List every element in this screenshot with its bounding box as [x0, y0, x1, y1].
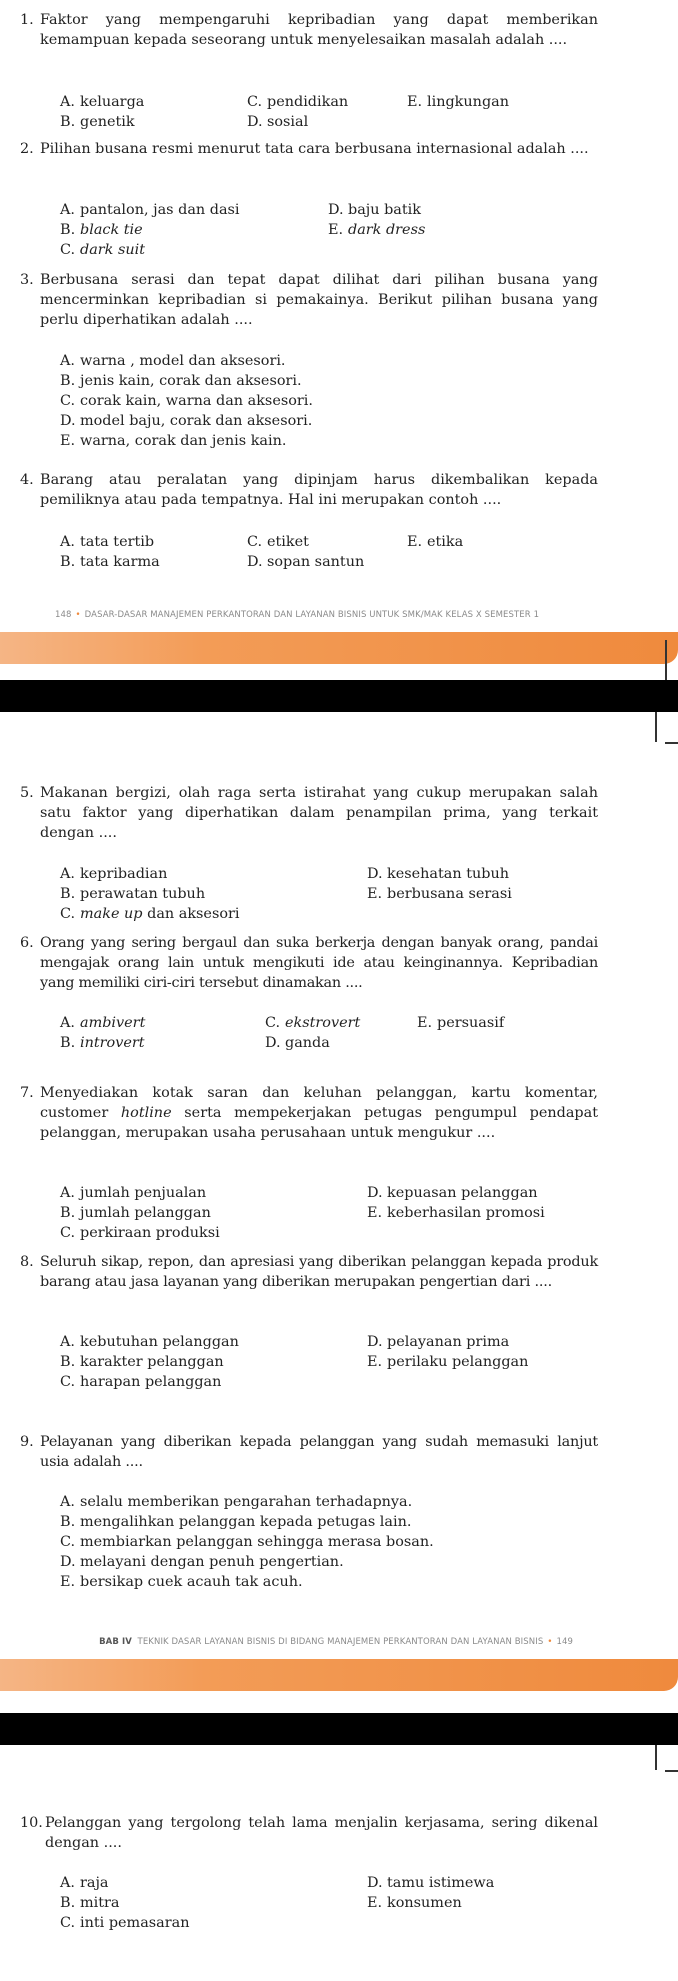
option-d[interactable]: D. kepuasan pelanggan [367, 1185, 538, 1201]
question-stem [20, 470, 598, 510]
option-d[interactable]: D. sopan santun [247, 554, 365, 570]
question-text: Makanan bergizi, olah raga serta istirahat yang cukup merupakan salah satu faktor yang diperhatikan dalam penampilan prima, yang terkait dengan .... [40, 785, 598, 841]
option-a[interactable]: A. warna , model dan aksesori. [60, 353, 286, 369]
page-number: 148 [55, 610, 72, 620]
question-text: Pelanggan yang tergolong telah lama menjalin kerjasama, sering dikenal dengan .... [45, 1815, 598, 1851]
option-b[interactable]: B. jumlah pelanggan [60, 1205, 211, 1221]
option-b[interactable]: B. jenis kain, corak dan aksesori. [60, 373, 302, 389]
question-number: 8. [20, 1254, 34, 1270]
option-a[interactable]: A. kebutuhan pelanggan [60, 1334, 239, 1350]
option-c[interactable]: C. make up dan aksesori [60, 906, 240, 922]
option-e[interactable]: E. konsumen [367, 1895, 462, 1911]
option-c[interactable]: C. harapan pelanggan [60, 1374, 222, 1390]
orange-band [0, 632, 678, 664]
question-text: Berbusana serasi dan tepat dapat dilihat dari pilihan busana yang mencerminkan kepribadian si pemakainya. Berikut pilihan busana yang perlu diperhatikan adalah .... [40, 272, 598, 328]
option-d[interactable]: D. tamu istimewa [367, 1875, 495, 1891]
option-d[interactable]: D. model baju, corak dan aksesori. [60, 413, 313, 429]
option-d[interactable]: D. kesehatan tubuh [367, 866, 509, 882]
orange-band [0, 1659, 678, 1691]
option-d[interactable]: D. pelayanan prima [367, 1334, 510, 1350]
question-stem [20, 139, 598, 159]
option-a[interactable]: A. ambivert [60, 1015, 146, 1031]
crop-mark [655, 1745, 657, 1770]
option-b[interactable]: B. mengalihkan pelanggan kepada petugas lain. [60, 1514, 412, 1530]
book-title: DASAR-DASAR MANAJEMEN PERKANTORAN DAN LAYANAN BISNIS UNTUK SMK/MAK KELAS X SEMESTER 1 [84, 610, 540, 620]
question-text: Pilihan busana resmi menurut tata cara berbusana internasional adalah .... [40, 141, 589, 157]
option-d[interactable]: D. melayani dengan penuh pengertian. [60, 1554, 344, 1570]
option-c[interactable]: C. corak kain, warna dan aksesori. [60, 393, 313, 409]
page-separator [0, 680, 678, 712]
option-b[interactable]: B. tata karma [60, 554, 160, 570]
page-footer-149 [0, 1631, 678, 1721]
option-a[interactable]: A. kepribadian [60, 866, 168, 882]
separator-dot: • [75, 610, 81, 620]
option-e[interactable]: E. berbusana serasi [367, 886, 512, 902]
crop-mark [665, 1770, 678, 1772]
option-c[interactable]: C. perkiraan produksi [60, 1225, 220, 1241]
option-b[interactable]: B. introvert [60, 1035, 145, 1051]
question-text: Orang yang sering bergaul dan suka berkerja dengan banyak orang, pandai mengajak orang lain untuk mengikuti ide atau keinginannya. Kepribadian yang memiliki ciri-ciri tersebut dinamakan .... [40, 935, 598, 991]
question-number: 1. [20, 12, 34, 28]
question-stem [20, 1252, 598, 1292]
crop-mark [655, 712, 657, 742]
question-stem [20, 270, 598, 330]
option-b[interactable]: B. karakter pelanggan [60, 1354, 224, 1370]
question-text: Menyediakan kotak saran dan keluhan pelanggan, kartu komentar, customer hotline serta mempekerjakan petugas pengumpul pendapat pelanggan, merupakan usaha perusahaan untuk mengukur .... [40, 1085, 598, 1141]
option-c[interactable]: C. membiarkan pelanggan sehingga merasa bosan. [60, 1534, 434, 1550]
option-d[interactable]: D. baju batik [328, 202, 421, 218]
option-a[interactable]: A. keluarga [60, 94, 145, 110]
option-c[interactable]: C. etiket [247, 534, 309, 550]
option-e[interactable]: E. keberhasilan promosi [367, 1205, 545, 1221]
option-d[interactable]: D. sosial [247, 114, 309, 130]
option-e[interactable]: E. etika [407, 534, 464, 550]
crop-mark [665, 742, 678, 744]
option-e[interactable]: E. warna, corak dan jenis kain. [60, 433, 287, 449]
option-d[interactable]: D. ganda [265, 1035, 330, 1051]
question-number: 2. [20, 141, 34, 157]
question-stem [20, 933, 598, 993]
question-number: 7. [20, 1085, 34, 1101]
option-a[interactable]: A. selalu memberikan pengarahan terhadapnya. [60, 1494, 413, 1510]
option-a[interactable]: A. jumlah penjualan [60, 1185, 207, 1201]
option-a[interactable]: A. pantalon, jas dan dasi [60, 202, 240, 218]
option-b[interactable]: B. black tie [60, 222, 143, 238]
question-number: 10. [20, 1815, 43, 1831]
chapter-label: BAB IV [99, 1637, 132, 1647]
option-c[interactable]: C. ekstrovert [265, 1015, 361, 1031]
question-text: Seluruh sikap, repon, dan apresiasi yang diberikan pelanggan kepada produk barang atau jasa layanan yang diberikan merupakan pengertian dari .... [40, 1254, 598, 1290]
page-separator [0, 1713, 678, 1745]
question-number: 3. [20, 272, 34, 288]
question-text: Pelayanan yang diberikan kepada pelanggan yang sudah memasuki lanjut usia adalah .... [40, 1434, 598, 1470]
option-b[interactable]: B. mitra [60, 1895, 120, 1911]
footer-text [99, 1633, 573, 1651]
option-b[interactable]: B. genetik [60, 114, 135, 130]
question-text: Faktor yang mempengaruhi kepribadian yang dapat memberikan kemampuan kepada seseorang untuk menyelesaikan masalah adalah .... [40, 12, 598, 48]
question-stem [20, 1083, 598, 1143]
question-number: 6. [20, 935, 34, 951]
option-e[interactable]: E. lingkungan [407, 94, 510, 110]
option-e[interactable]: E. dark dress [328, 222, 426, 238]
option-c[interactable]: C. dark suit [60, 242, 146, 258]
question-number: 4. [20, 472, 34, 488]
separator-dot: • [547, 1637, 553, 1647]
option-b[interactable]: B. perawatan tubuh [60, 886, 206, 902]
question-number: 9. [20, 1434, 34, 1450]
question-stem [20, 783, 598, 843]
option-a[interactable]: A. tata tertib [60, 534, 155, 550]
option-e[interactable]: E. persuasif [417, 1015, 505, 1031]
question-stem [20, 10, 598, 50]
option-c[interactable]: C. inti pemasaran [60, 1915, 190, 1931]
question-number: 5. [20, 785, 34, 801]
option-c[interactable]: C. pendidikan [247, 94, 349, 110]
footer-text [55, 606, 539, 624]
page-number: 149 [556, 1637, 573, 1647]
option-e[interactable]: E. perilaku pelanggan [367, 1354, 529, 1370]
question-stem [20, 1813, 598, 1853]
option-e[interactable]: E. bersikap cuek acauh tak acuh. [60, 1574, 303, 1590]
book-title: TEKNIK DASAR LAYANAN BISNIS DI BIDANG MANAJEMEN PERKANTORAN DAN LAYANAN BISNIS [137, 1637, 544, 1647]
question-text: Barang atau peralatan yang dipinjam harus dikembalikan kepada pemiliknya atau pada tempatnya. Hal ini merupakan contoh .... [40, 472, 598, 508]
option-a[interactable]: A. raja [60, 1875, 109, 1891]
question-stem [20, 1432, 598, 1472]
